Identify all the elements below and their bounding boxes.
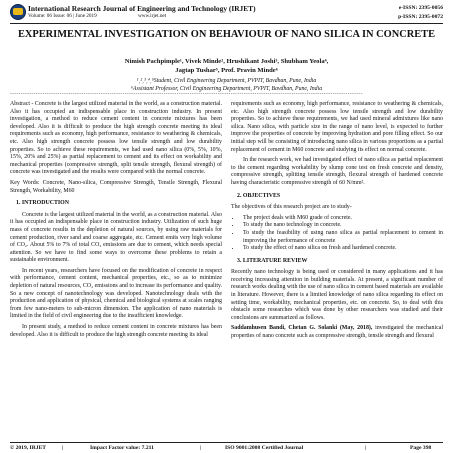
section-heading-literature-review: 3. LITERATURE REVIEW [237,257,308,264]
author-line-2: Jagtap Tushar⁵, Prof. Pravin Minde⁶ [175,67,278,74]
list-item: • The project deals with M60 grade of concrete. [241,215,443,223]
paper-title: EXPERIMENTAL INVESTIGATION ON BEHAVIOUR OF NANO SILICA IN CONCRETE [17,29,436,40]
list-item: • To study the effect of nano silica on fresh and hardened concrete. [241,245,443,253]
section-heading-objectives: 2. OBJECTIVES [237,192,281,199]
issn-block [398,4,443,22]
separator-dashes: ------------------------------------------------------------------------------------------------------------------------------------------------------------------- [10,92,363,97]
author-line-1: Nimish Pachpimple¹, Vivek Minde², Hrushikant Joshi³, Shubham Yeola⁴, [124,58,329,65]
right-column [231,101,443,341]
literature-paragraph-2 [231,325,443,340]
intro-paragraph-5: In the research work, we had investigated effect of nano silica as partial replacement to the cement regarding workability by slump cone test on fresh concrete and density, compressive strength, splitting tensile strength, flexural strength of hardened concrete having characteristic compressive strength of 60 N/mm². [231,157,443,186]
footer-rule [10,442,443,443]
volume-info: Volume: 06 Issue: 06 | June 2019 [28,13,97,19]
impact-factor: Impact Factor value: 7.211 [90,445,154,451]
affiliations [10,77,443,93]
affiliation-professor: ⁶Assistant Professor, Civil Engineering Department, PVPIT, Bavdhan, Pune, India [130,86,323,92]
journal-logo-icon [10,4,26,20]
journal-website[interactable]: www.irjet.net [137,13,167,19]
intro-paragraph-4: requirements such as economy, high performance, resistance to weathering & chemicals, etc. Also high strength concrete possess low tensile strength and low durability properties. So to achieve these requirements, we had used mineral admixtures like nano silica. Nano silica, with particle size in the range of nano level, is expected to further improve the properties of concrete by improving hydration and pore filling effect. So our initial step will be consisting of introducing nano silica in various proportions as a partial replacement of cement in M60 concrete and studying its effect on normal concrete. [231,101,443,153]
journal-name: International Research Journal of Engineering and Technology (IRJET) [28,4,256,13]
literature-text: investigated the mechanical properties of nano concrete such as compressive strength, tensile strength and flexural [231,325,443,340]
intro-paragraph-1: Concrete is the largest utilized material in the world, as a construction material. Also it has occupied an indispensable place in construction industry. Utilization of such huge mass of concrete results in the depletion of natural sources, by using raw materials for cement production, river sand and coarse aggregate, etc. Cement emits very high volume of CO₂. About 5% to 7% of total CO₂ emissions are due to cement, which needs special attention. So we have to find some ways to overcome these problems to retain a sustainable environment. [10,211,222,264]
author-list [10,57,443,75]
intro-paragraph-2: In recent years, researchers have focused on the modification of concrete in respect with performance, cement content, mechanical properties, etc., so as to minimize depletion of natural resources, CO₂ emissions and to increase its performance and quality. So a new concept of nanotechnology was developed. Nanotechnology deals with the production and application of physical, chemical and biological systems at scales ranging from few nano-meters to sub-micron dimension. The application of nano materials is limited in the field of civil engineering due to the insufficient knowledge. [10,267,222,320]
journal-header [10,4,443,22]
intro-paragraph-3: In present study, a method to reduce cement content in concrete mixtures has been developed. Also it is difficult to produce the high strength concrete meeting its ideal [10,324,222,338]
e-issn: e-ISSN: 2395-0056 [398,5,443,11]
p-issn: p-ISSN: 2395-0072 [398,14,443,20]
copyright: © 2019, IRJET [10,445,47,451]
keywords: Key Words: Concrete, Nano-silica, Compressive Strength, Tensile Strength, Flexural Strength, Workability, M60 [10,179,222,194]
left-column [10,101,222,342]
journal-subline [28,13,206,19]
list-item: • To study the nano technology in concrete. [241,222,443,230]
literature-paragraph-1: Recently nano technology is being used or considered in many applications and it has receiving increasing attention in building materials. At present, a significant number of research works dealing with the use of nano silica in cement based materials are available in literature. However, there is a limited knowledge of nano silica regarding its effect on setting time, workability, mechanical properties, etc. on concrete. So, to deal with this obstacle some researches which was done by other researchers was studied and their conclusions are summarized as follows. [231,269,443,321]
objectives-list [231,215,443,253]
section-heading-introduction: 1. INTRODUCTION [16,200,70,207]
objectives-intro: The objectives of this research project are to study- [231,204,352,211]
iso-certification: ISO 9001:2008 Certified Journal [225,445,304,451]
abstract: Abstract - Concrete is the largest utilized material in the world, as a construction material. Also it has occupied an indispensable place in construction industry. In present investigation, a method to reduce cement content in concrete mixtures has been developed. Also it is difficult to produce the high strength concrete meeting its ideal requirements such as economy, high performance, resistance to weathering & chemicals, etc. Also high strength concrete possess low tensile strength and low durability properties. So to achieve these requirements, we had used nano silica (0%, 5%, 10%, 15%, 20% and 25%) as partial replacement to cement and its effect on workability and mechanical properties (compressive strength, split tensile strength, flexural strength) of concrete was investigated and the results were compared with the normal concrete. [10,101,222,176]
literature-reference: Saddamhusen Bandi, Chetan G. Solanki (May, 2018), [231,325,373,332]
header-rule [10,23,443,24]
page-number: Page 398 [410,445,432,451]
affiliation-students: ¹ˏ²ˏ³ˏ⁴ˏ⁵Student, Civil Engineering Department, PVPIT, Bavdhan, Pune, India [136,78,317,84]
list-item: • To study the feasibility of using nano silica as partial replacement to cement in improving the performance of concrete [241,230,443,245]
